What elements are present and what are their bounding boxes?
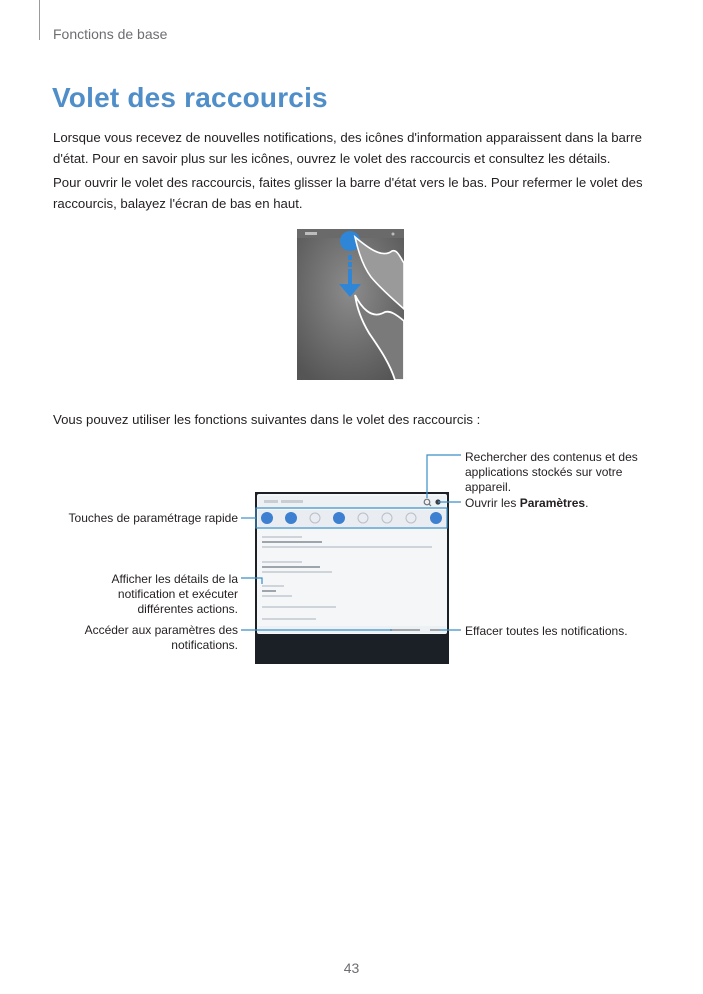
section-label: Fonctions de base — [53, 26, 168, 42]
swipe-down-illustration — [297, 229, 404, 380]
open-panel-paragraph: Pour ouvrir le volet des raccourcis, faites glisser la barre d'état vers le bas. Pour refermer le volet des raccourcis, balayez l'écran de bas en haut. — [53, 175, 643, 211]
callout-settings: Ouvrir les Paramètres. — [465, 496, 589, 510]
callout-quick-settings: Touches de paramétrage rapide — [68, 511, 238, 525]
callout-details: Afficher les détails de la notification et exécuter différentes actions. — [111, 572, 238, 616]
features-intro: Vous pouvez utiliser les fonctions suivantes dans le volet des raccourcis : — [53, 412, 481, 427]
page-title: Volet des raccourcis — [52, 82, 328, 113]
page-number: 43 — [343, 960, 360, 976]
callout-notification-settings: Accéder aux paramètres des notifications. — [84, 623, 238, 652]
callout-clear-all: Effacer toutes les notifications. — [465, 624, 628, 638]
header-rule — [39, 0, 40, 40]
callout-search: Rechercher des contenus et des applications stockés sur votre appareil. — [465, 450, 638, 494]
intro-paragraph: Lorsque vous recevez de nouvelles notifications, des icônes d'information apparaissent dans la barre d'état. Pour en savoir plus sur les icônes, ouvrez le volet des raccourcis et consultez les détails. — [53, 130, 642, 166]
